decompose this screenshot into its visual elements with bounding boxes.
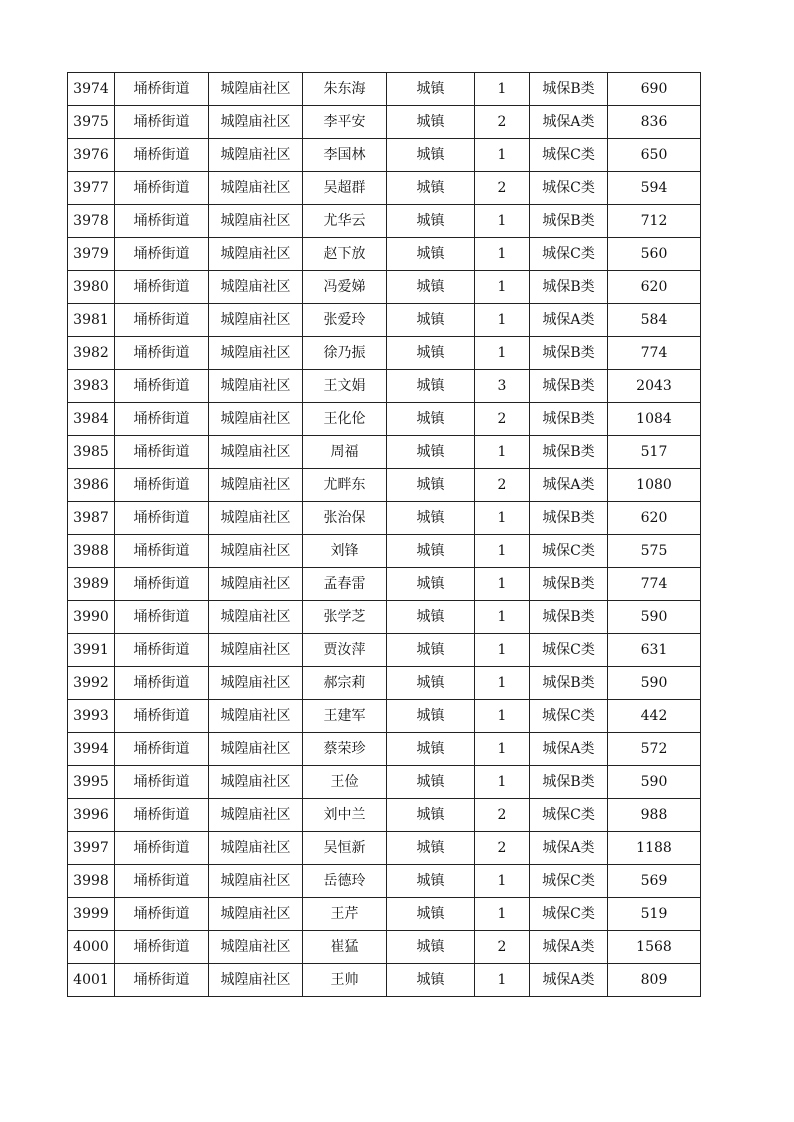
resident-name-cell: 刘中兰: [303, 799, 387, 832]
benefit-category-cell: 城保B类: [530, 271, 608, 304]
household-size-cell: 2: [475, 832, 530, 865]
record-number-cell: 3997: [68, 832, 115, 865]
household-type-cell: 城镇: [387, 799, 475, 832]
benefit-category-cell: 城保C类: [530, 898, 608, 931]
table-row: [68, 370, 701, 403]
street-cell: 埇桥街道: [115, 73, 209, 106]
table-row: [68, 205, 701, 238]
household-type-cell: 城镇: [387, 700, 475, 733]
household-type-cell: 城镇: [387, 403, 475, 436]
street-cell: 埇桥街道: [115, 238, 209, 271]
table-row: [68, 337, 701, 370]
community-cell: 城隍庙社区: [209, 799, 303, 832]
community-cell: 城隍庙社区: [209, 568, 303, 601]
benefit-amount-cell: 690: [608, 73, 701, 106]
street-cell: 埇桥街道: [115, 832, 209, 865]
community-cell: 城隍庙社区: [209, 964, 303, 997]
street-cell: 埇桥街道: [115, 502, 209, 535]
community-cell: 城隍庙社区: [209, 766, 303, 799]
record-number-cell: 3985: [68, 436, 115, 469]
household-type-cell: 城镇: [387, 436, 475, 469]
resident-name-cell: 张治保: [303, 502, 387, 535]
resident-name-cell: 尤华云: [303, 205, 387, 238]
benefit-amount-cell: 1188: [608, 832, 701, 865]
record-number-cell: 3974: [68, 73, 115, 106]
benefit-category-cell: 城保A类: [530, 931, 608, 964]
benefit-amount-cell: 1084: [608, 403, 701, 436]
street-cell: 埇桥街道: [115, 205, 209, 238]
street-cell: 埇桥街道: [115, 172, 209, 205]
household-size-cell: 1: [475, 139, 530, 172]
record-number-cell: 3989: [68, 568, 115, 601]
community-cell: 城隍庙社区: [209, 865, 303, 898]
table-row: [68, 535, 701, 568]
street-cell: 埇桥街道: [115, 898, 209, 931]
record-number-cell: 3990: [68, 601, 115, 634]
record-number-cell: 3984: [68, 403, 115, 436]
resident-name-cell: 刘锋: [303, 535, 387, 568]
table-row: [68, 799, 701, 832]
household-size-cell: 1: [475, 238, 530, 271]
community-cell: 城隍庙社区: [209, 535, 303, 568]
street-cell: 埇桥街道: [115, 106, 209, 139]
record-number-cell: 3976: [68, 139, 115, 172]
household-type-cell: 城镇: [387, 766, 475, 799]
record-number-cell: 3995: [68, 766, 115, 799]
benefit-category-cell: 城保B类: [530, 337, 608, 370]
household-size-cell: 1: [475, 601, 530, 634]
community-cell: 城隍庙社区: [209, 601, 303, 634]
household-type-cell: 城镇: [387, 238, 475, 271]
street-cell: 埇桥街道: [115, 403, 209, 436]
resident-name-cell: 王芹: [303, 898, 387, 931]
household-type-cell: 城镇: [387, 535, 475, 568]
household-size-cell: 1: [475, 535, 530, 568]
benefit-amount-cell: 1080: [608, 469, 701, 502]
benefit-amount-cell: 517: [608, 436, 701, 469]
table-row: [68, 172, 701, 205]
community-cell: 城隍庙社区: [209, 73, 303, 106]
household-type-cell: 城镇: [387, 931, 475, 964]
community-cell: 城隍庙社区: [209, 667, 303, 700]
record-number-cell: 3981: [68, 304, 115, 337]
record-number-cell: 4001: [68, 964, 115, 997]
benefit-category-cell: 城保C类: [530, 700, 608, 733]
benefit-category-cell: 城保B类: [530, 73, 608, 106]
record-number-cell: 3998: [68, 865, 115, 898]
street-cell: 埇桥街道: [115, 139, 209, 172]
household-type-cell: 城镇: [387, 832, 475, 865]
resident-name-cell: 郝宗莉: [303, 667, 387, 700]
benefit-category-cell: 城保C类: [530, 799, 608, 832]
record-number-cell: 3978: [68, 205, 115, 238]
assistance-table: [67, 72, 701, 997]
record-number-cell: 3999: [68, 898, 115, 931]
benefit-amount-cell: 712: [608, 205, 701, 238]
household-size-cell: 1: [475, 733, 530, 766]
household-size-cell: 1: [475, 964, 530, 997]
community-cell: 城隍庙社区: [209, 403, 303, 436]
benefit-category-cell: 城保B类: [530, 766, 608, 799]
community-cell: 城隍庙社区: [209, 106, 303, 139]
table-row: [68, 700, 701, 733]
household-type-cell: 城镇: [387, 469, 475, 502]
household-size-cell: 1: [475, 766, 530, 799]
street-cell: 埇桥街道: [115, 865, 209, 898]
resident-name-cell: 王文娟: [303, 370, 387, 403]
street-cell: 埇桥街道: [115, 700, 209, 733]
table-row: [68, 139, 701, 172]
street-cell: 埇桥街道: [115, 370, 209, 403]
table-row: [68, 898, 701, 931]
community-cell: 城隍庙社区: [209, 469, 303, 502]
household-type-cell: 城镇: [387, 370, 475, 403]
resident-name-cell: 周福: [303, 436, 387, 469]
resident-name-cell: 朱东海: [303, 73, 387, 106]
household-size-cell: 1: [475, 898, 530, 931]
benefit-amount-cell: 774: [608, 568, 701, 601]
household-size-cell: 1: [475, 205, 530, 238]
benefit-amount-cell: 1568: [608, 931, 701, 964]
benefit-amount-cell: 836: [608, 106, 701, 139]
benefit-category-cell: 城保C类: [530, 172, 608, 205]
community-cell: 城隍庙社区: [209, 502, 303, 535]
resident-name-cell: 吴超群: [303, 172, 387, 205]
resident-name-cell: 徐乃振: [303, 337, 387, 370]
benefit-category-cell: 城保C类: [530, 238, 608, 271]
table-row: [68, 832, 701, 865]
resident-name-cell: 张学芝: [303, 601, 387, 634]
record-number-cell: 3975: [68, 106, 115, 139]
table-row: [68, 106, 701, 139]
benefit-category-cell: 城保C类: [530, 139, 608, 172]
benefit-category-cell: 城保C类: [530, 535, 608, 568]
benefit-category-cell: 城保B类: [530, 403, 608, 436]
table-row: [68, 964, 701, 997]
community-cell: 城隍庙社区: [209, 238, 303, 271]
community-cell: 城隍庙社区: [209, 733, 303, 766]
community-cell: 城隍庙社区: [209, 931, 303, 964]
table-row: [68, 601, 701, 634]
record-number-cell: 3991: [68, 634, 115, 667]
benefit-amount-cell: 590: [608, 601, 701, 634]
household-size-cell: 1: [475, 73, 530, 106]
resident-name-cell: 李平安: [303, 106, 387, 139]
household-type-cell: 城镇: [387, 502, 475, 535]
household-type-cell: 城镇: [387, 73, 475, 106]
street-cell: 埇桥街道: [115, 469, 209, 502]
benefit-amount-cell: 2043: [608, 370, 701, 403]
resident-name-cell: 王帅: [303, 964, 387, 997]
household-size-cell: 1: [475, 634, 530, 667]
resident-name-cell: 王化伦: [303, 403, 387, 436]
benefit-amount-cell: 988: [608, 799, 701, 832]
household-type-cell: 城镇: [387, 568, 475, 601]
record-number-cell: 3982: [68, 337, 115, 370]
household-size-cell: 1: [475, 271, 530, 304]
community-cell: 城隍庙社区: [209, 700, 303, 733]
benefit-amount-cell: 650: [608, 139, 701, 172]
benefit-amount-cell: 809: [608, 964, 701, 997]
household-size-cell: 1: [475, 502, 530, 535]
table-row: [68, 568, 701, 601]
resident-name-cell: 蔡荣珍: [303, 733, 387, 766]
benefit-category-cell: 城保B类: [530, 205, 608, 238]
street-cell: 埇桥街道: [115, 733, 209, 766]
table-row: [68, 304, 701, 337]
benefit-amount-cell: 560: [608, 238, 701, 271]
benefit-category-cell: 城保A类: [530, 733, 608, 766]
street-cell: 埇桥街道: [115, 667, 209, 700]
household-type-cell: 城镇: [387, 139, 475, 172]
benefit-amount-cell: 594: [608, 172, 701, 205]
resident-name-cell: 吴恒新: [303, 832, 387, 865]
street-cell: 埇桥街道: [115, 766, 209, 799]
benefit-amount-cell: 569: [608, 865, 701, 898]
record-number-cell: 3987: [68, 502, 115, 535]
street-cell: 埇桥街道: [115, 337, 209, 370]
household-size-cell: 2: [475, 469, 530, 502]
community-cell: 城隍庙社区: [209, 172, 303, 205]
household-size-cell: 3: [475, 370, 530, 403]
record-number-cell: 3993: [68, 700, 115, 733]
community-cell: 城隍庙社区: [209, 370, 303, 403]
benefit-amount-cell: 774: [608, 337, 701, 370]
table-row: [68, 667, 701, 700]
street-cell: 埇桥街道: [115, 964, 209, 997]
household-type-cell: 城镇: [387, 865, 475, 898]
benefit-amount-cell: 519: [608, 898, 701, 931]
benefit-category-cell: 城保A类: [530, 469, 608, 502]
street-cell: 埇桥街道: [115, 436, 209, 469]
resident-name-cell: 赵下放: [303, 238, 387, 271]
household-size-cell: 2: [475, 799, 530, 832]
household-size-cell: 2: [475, 172, 530, 205]
benefit-amount-cell: 620: [608, 271, 701, 304]
resident-name-cell: 王俭: [303, 766, 387, 799]
record-number-cell: 3994: [68, 733, 115, 766]
record-number-cell: 3986: [68, 469, 115, 502]
resident-name-cell: 尤畔东: [303, 469, 387, 502]
benefit-category-cell: 城保B类: [530, 436, 608, 469]
benefit-amount-cell: 631: [608, 634, 701, 667]
street-cell: 埇桥街道: [115, 304, 209, 337]
resident-name-cell: 岳德玲: [303, 865, 387, 898]
benefit-category-cell: 城保A类: [530, 304, 608, 337]
household-size-cell: 1: [475, 304, 530, 337]
table-row: [68, 238, 701, 271]
benefit-category-cell: 城保B类: [530, 370, 608, 403]
resident-name-cell: 王建军: [303, 700, 387, 733]
community-cell: 城隍庙社区: [209, 337, 303, 370]
record-number-cell: 3983: [68, 370, 115, 403]
benefit-amount-cell: 442: [608, 700, 701, 733]
benefit-category-cell: 城保A类: [530, 964, 608, 997]
benefit-category-cell: 城保C类: [530, 865, 608, 898]
table-row: [68, 733, 701, 766]
table-row: [68, 766, 701, 799]
record-number-cell: 3977: [68, 172, 115, 205]
household-size-cell: 1: [475, 436, 530, 469]
resident-name-cell: 冯爱娣: [303, 271, 387, 304]
household-size-cell: 2: [475, 403, 530, 436]
benefit-category-cell: 城保C类: [530, 634, 608, 667]
table-row: [68, 73, 701, 106]
table-row: [68, 469, 701, 502]
table-row: [68, 502, 701, 535]
community-cell: 城隍庙社区: [209, 832, 303, 865]
table-row: [68, 436, 701, 469]
record-number-cell: 4000: [68, 931, 115, 964]
benefit-category-cell: 城保A类: [530, 832, 608, 865]
table-row: [68, 634, 701, 667]
benefit-category-cell: 城保A类: [530, 106, 608, 139]
household-size-cell: 1: [475, 700, 530, 733]
household-size-cell: 2: [475, 931, 530, 964]
street-cell: 埇桥街道: [115, 568, 209, 601]
street-cell: 埇桥街道: [115, 799, 209, 832]
household-type-cell: 城镇: [387, 304, 475, 337]
street-cell: 埇桥街道: [115, 271, 209, 304]
resident-name-cell: 李国林: [303, 139, 387, 172]
community-cell: 城隍庙社区: [209, 304, 303, 337]
household-type-cell: 城镇: [387, 337, 475, 370]
household-size-cell: 1: [475, 667, 530, 700]
household-type-cell: 城镇: [387, 106, 475, 139]
community-cell: 城隍庙社区: [209, 436, 303, 469]
benefit-amount-cell: 575: [608, 535, 701, 568]
table-body: [68, 73, 701, 997]
benefit-category-cell: 城保B类: [530, 601, 608, 634]
street-cell: 埇桥街道: [115, 931, 209, 964]
community-cell: 城隍庙社区: [209, 898, 303, 931]
household-type-cell: 城镇: [387, 964, 475, 997]
community-cell: 城隍庙社区: [209, 205, 303, 238]
benefit-category-cell: 城保B类: [530, 667, 608, 700]
record-number-cell: 3996: [68, 799, 115, 832]
household-size-cell: 1: [475, 568, 530, 601]
community-cell: 城隍庙社区: [209, 634, 303, 667]
household-type-cell: 城镇: [387, 271, 475, 304]
household-type-cell: 城镇: [387, 733, 475, 766]
record-number-cell: 3979: [68, 238, 115, 271]
street-cell: 埇桥街道: [115, 535, 209, 568]
record-number-cell: 3980: [68, 271, 115, 304]
household-size-cell: 2: [475, 106, 530, 139]
benefit-amount-cell: 590: [608, 667, 701, 700]
record-number-cell: 3992: [68, 667, 115, 700]
household-type-cell: 城镇: [387, 667, 475, 700]
household-type-cell: 城镇: [387, 205, 475, 238]
street-cell: 埇桥街道: [115, 634, 209, 667]
household-size-cell: 1: [475, 865, 530, 898]
table-row: [68, 403, 701, 436]
household-type-cell: 城镇: [387, 898, 475, 931]
resident-name-cell: 崔猛: [303, 931, 387, 964]
table-row: [68, 931, 701, 964]
benefit-category-cell: 城保B类: [530, 568, 608, 601]
resident-name-cell: 孟春雷: [303, 568, 387, 601]
street-cell: 埇桥街道: [115, 601, 209, 634]
household-size-cell: 1: [475, 337, 530, 370]
record-number-cell: 3988: [68, 535, 115, 568]
table-row: [68, 865, 701, 898]
community-cell: 城隍庙社区: [209, 271, 303, 304]
resident-name-cell: 贾汝萍: [303, 634, 387, 667]
benefit-amount-cell: 620: [608, 502, 701, 535]
benefit-category-cell: 城保B类: [530, 502, 608, 535]
community-cell: 城隍庙社区: [209, 139, 303, 172]
benefit-amount-cell: 572: [608, 733, 701, 766]
household-type-cell: 城镇: [387, 601, 475, 634]
household-type-cell: 城镇: [387, 634, 475, 667]
resident-name-cell: 张爱玲: [303, 304, 387, 337]
household-type-cell: 城镇: [387, 172, 475, 205]
benefit-amount-cell: 584: [608, 304, 701, 337]
benefit-amount-cell: 590: [608, 766, 701, 799]
table-row: [68, 271, 701, 304]
